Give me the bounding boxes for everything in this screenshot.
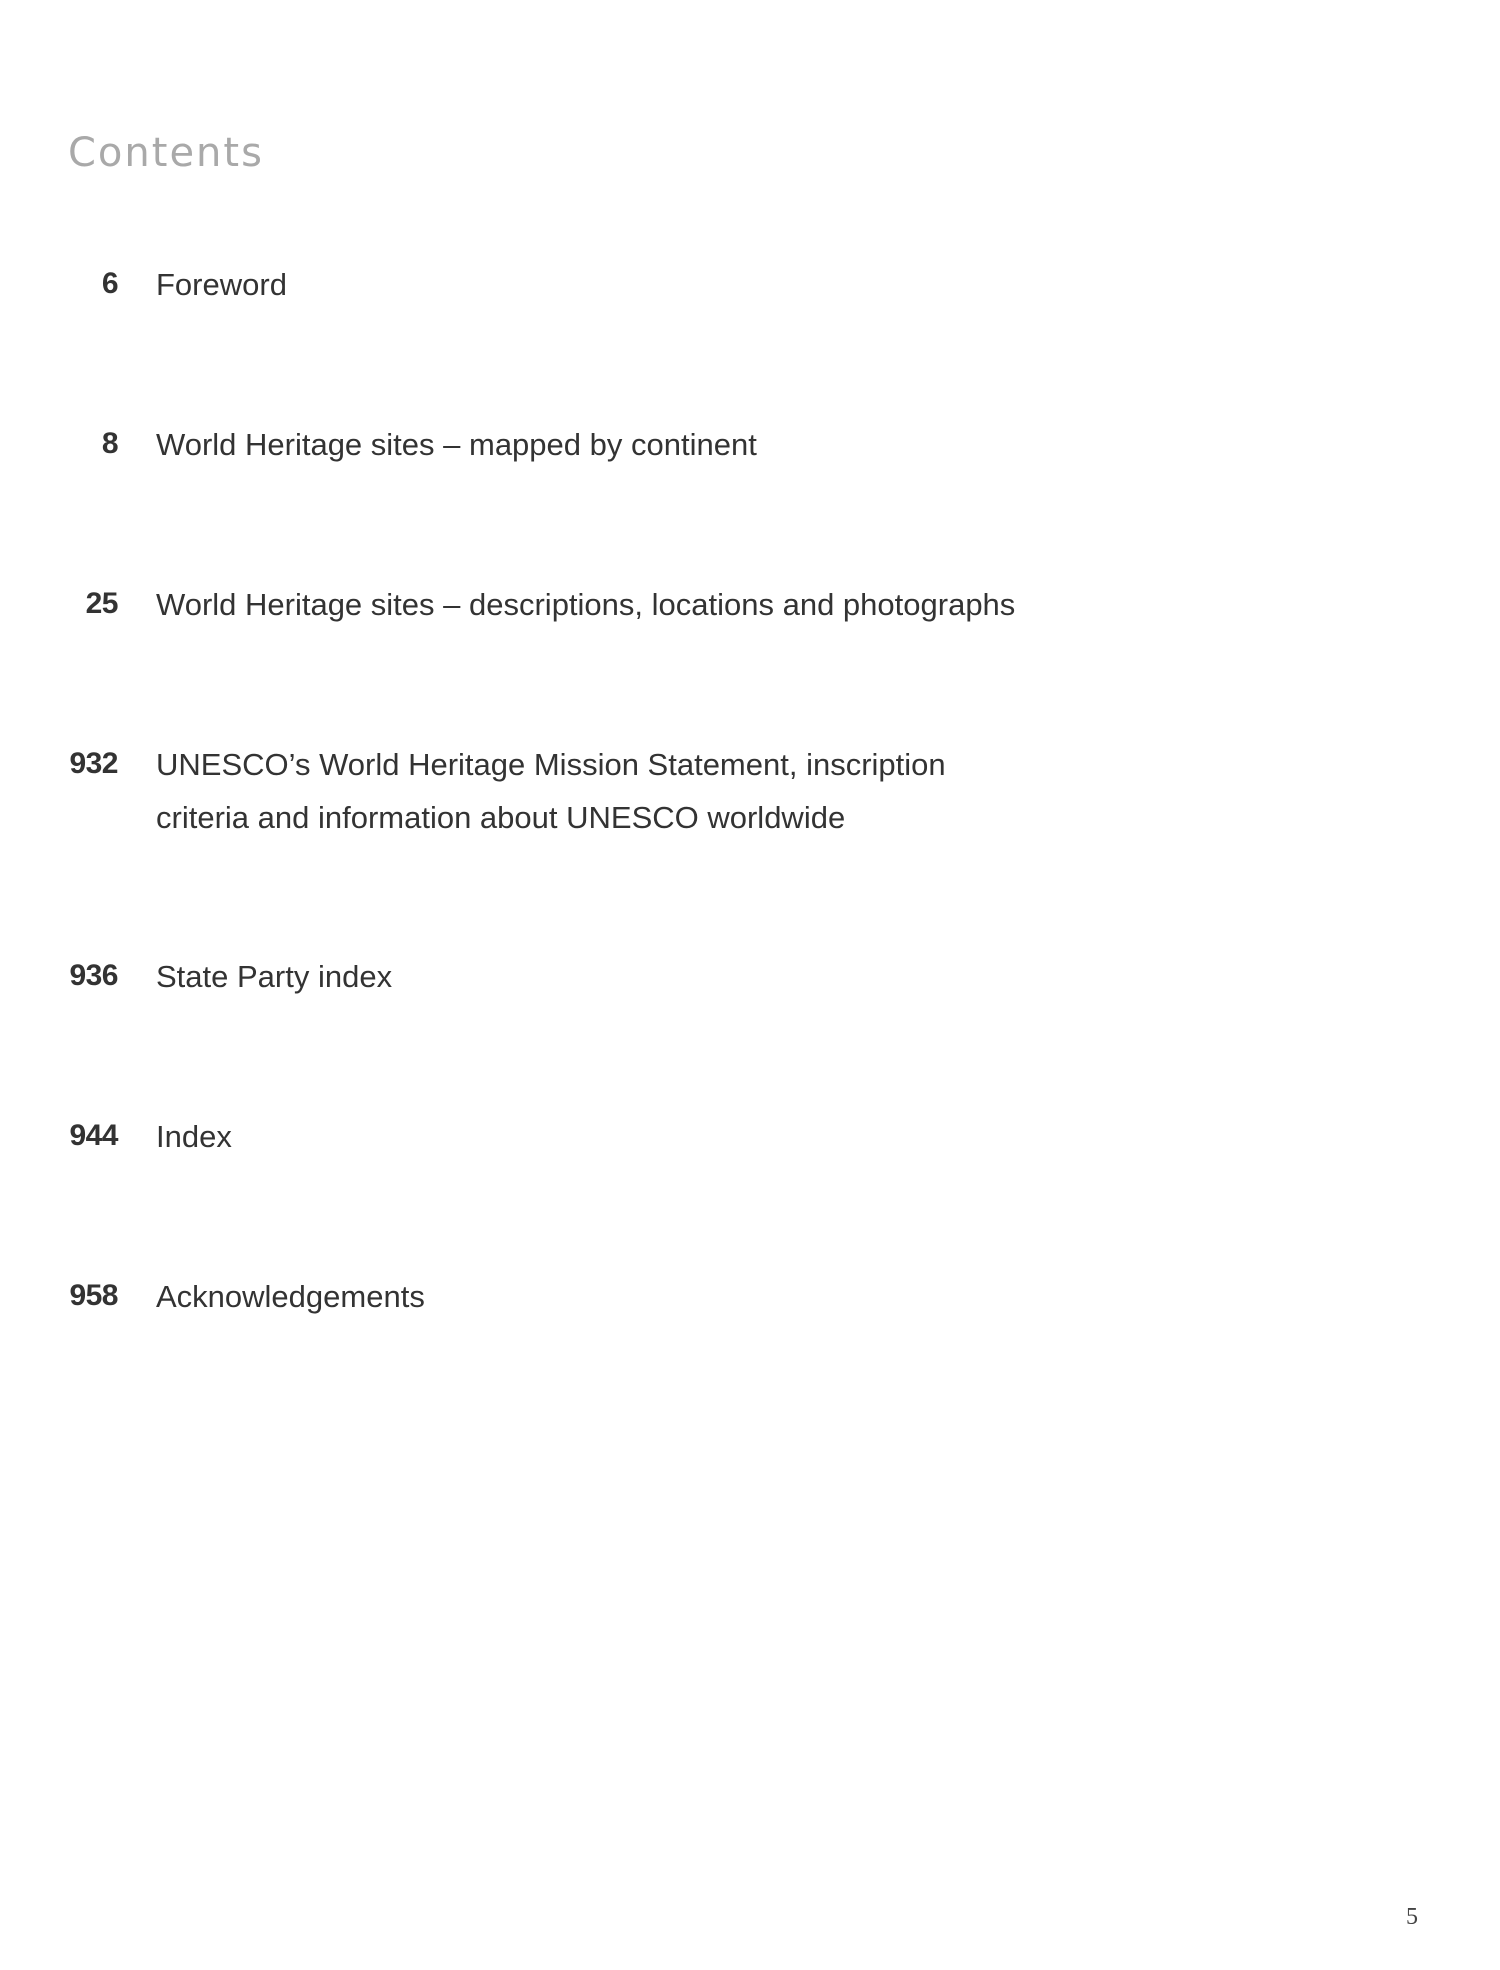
toc-page-number: 8 [101, 427, 118, 460]
toc-entry-title [156, 1110, 232, 1163]
toc-page-number: 6 [101, 267, 118, 300]
page-title: Contents [68, 130, 264, 176]
toc-entry-title [156, 738, 946, 844]
toc-entry-title [156, 1270, 425, 1323]
toc-title-line: Acknowledgements [156, 1279, 425, 1314]
toc-page-number: 944 [69, 1119, 118, 1152]
toc-entry-state-party-index [0, 950, 1200, 1003]
toc-entry-index [0, 1110, 1200, 1163]
toc-title-line: UNESCO’s World Heritage Mission Statement, inscription [156, 747, 946, 782]
toc-page-number: 25 [85, 587, 118, 620]
toc-entry-title [156, 418, 757, 471]
toc-title-line: State Party index [156, 959, 393, 994]
toc-title-line: criteria and information about UNESCO worldwide [156, 800, 846, 835]
toc-entry-title [156, 950, 392, 1003]
toc-title-line: World Heritage sites – mapped by continent [156, 427, 757, 462]
toc-entry-title [156, 578, 1015, 631]
toc-title-line: Index [156, 1119, 232, 1154]
toc-entry-mission-statement [0, 738, 1200, 844]
toc-entry-title [156, 258, 287, 311]
toc-title-line: Foreword [156, 267, 287, 302]
toc-page-number: 932 [69, 747, 118, 780]
toc-page-number: 936 [69, 959, 118, 992]
toc-title-line: World Heritage sites – descriptions, locations and photographs [156, 587, 1016, 622]
toc-entry-foreword [0, 258, 1200, 311]
page-number: 5 [1406, 1904, 1418, 1930]
toc-entry-descriptions [0, 578, 1200, 631]
toc-entry-mapped-by-continent [0, 418, 1200, 471]
toc-page-number: 958 [69, 1279, 118, 1312]
toc-entry-acknowledgements [0, 1270, 1200, 1323]
